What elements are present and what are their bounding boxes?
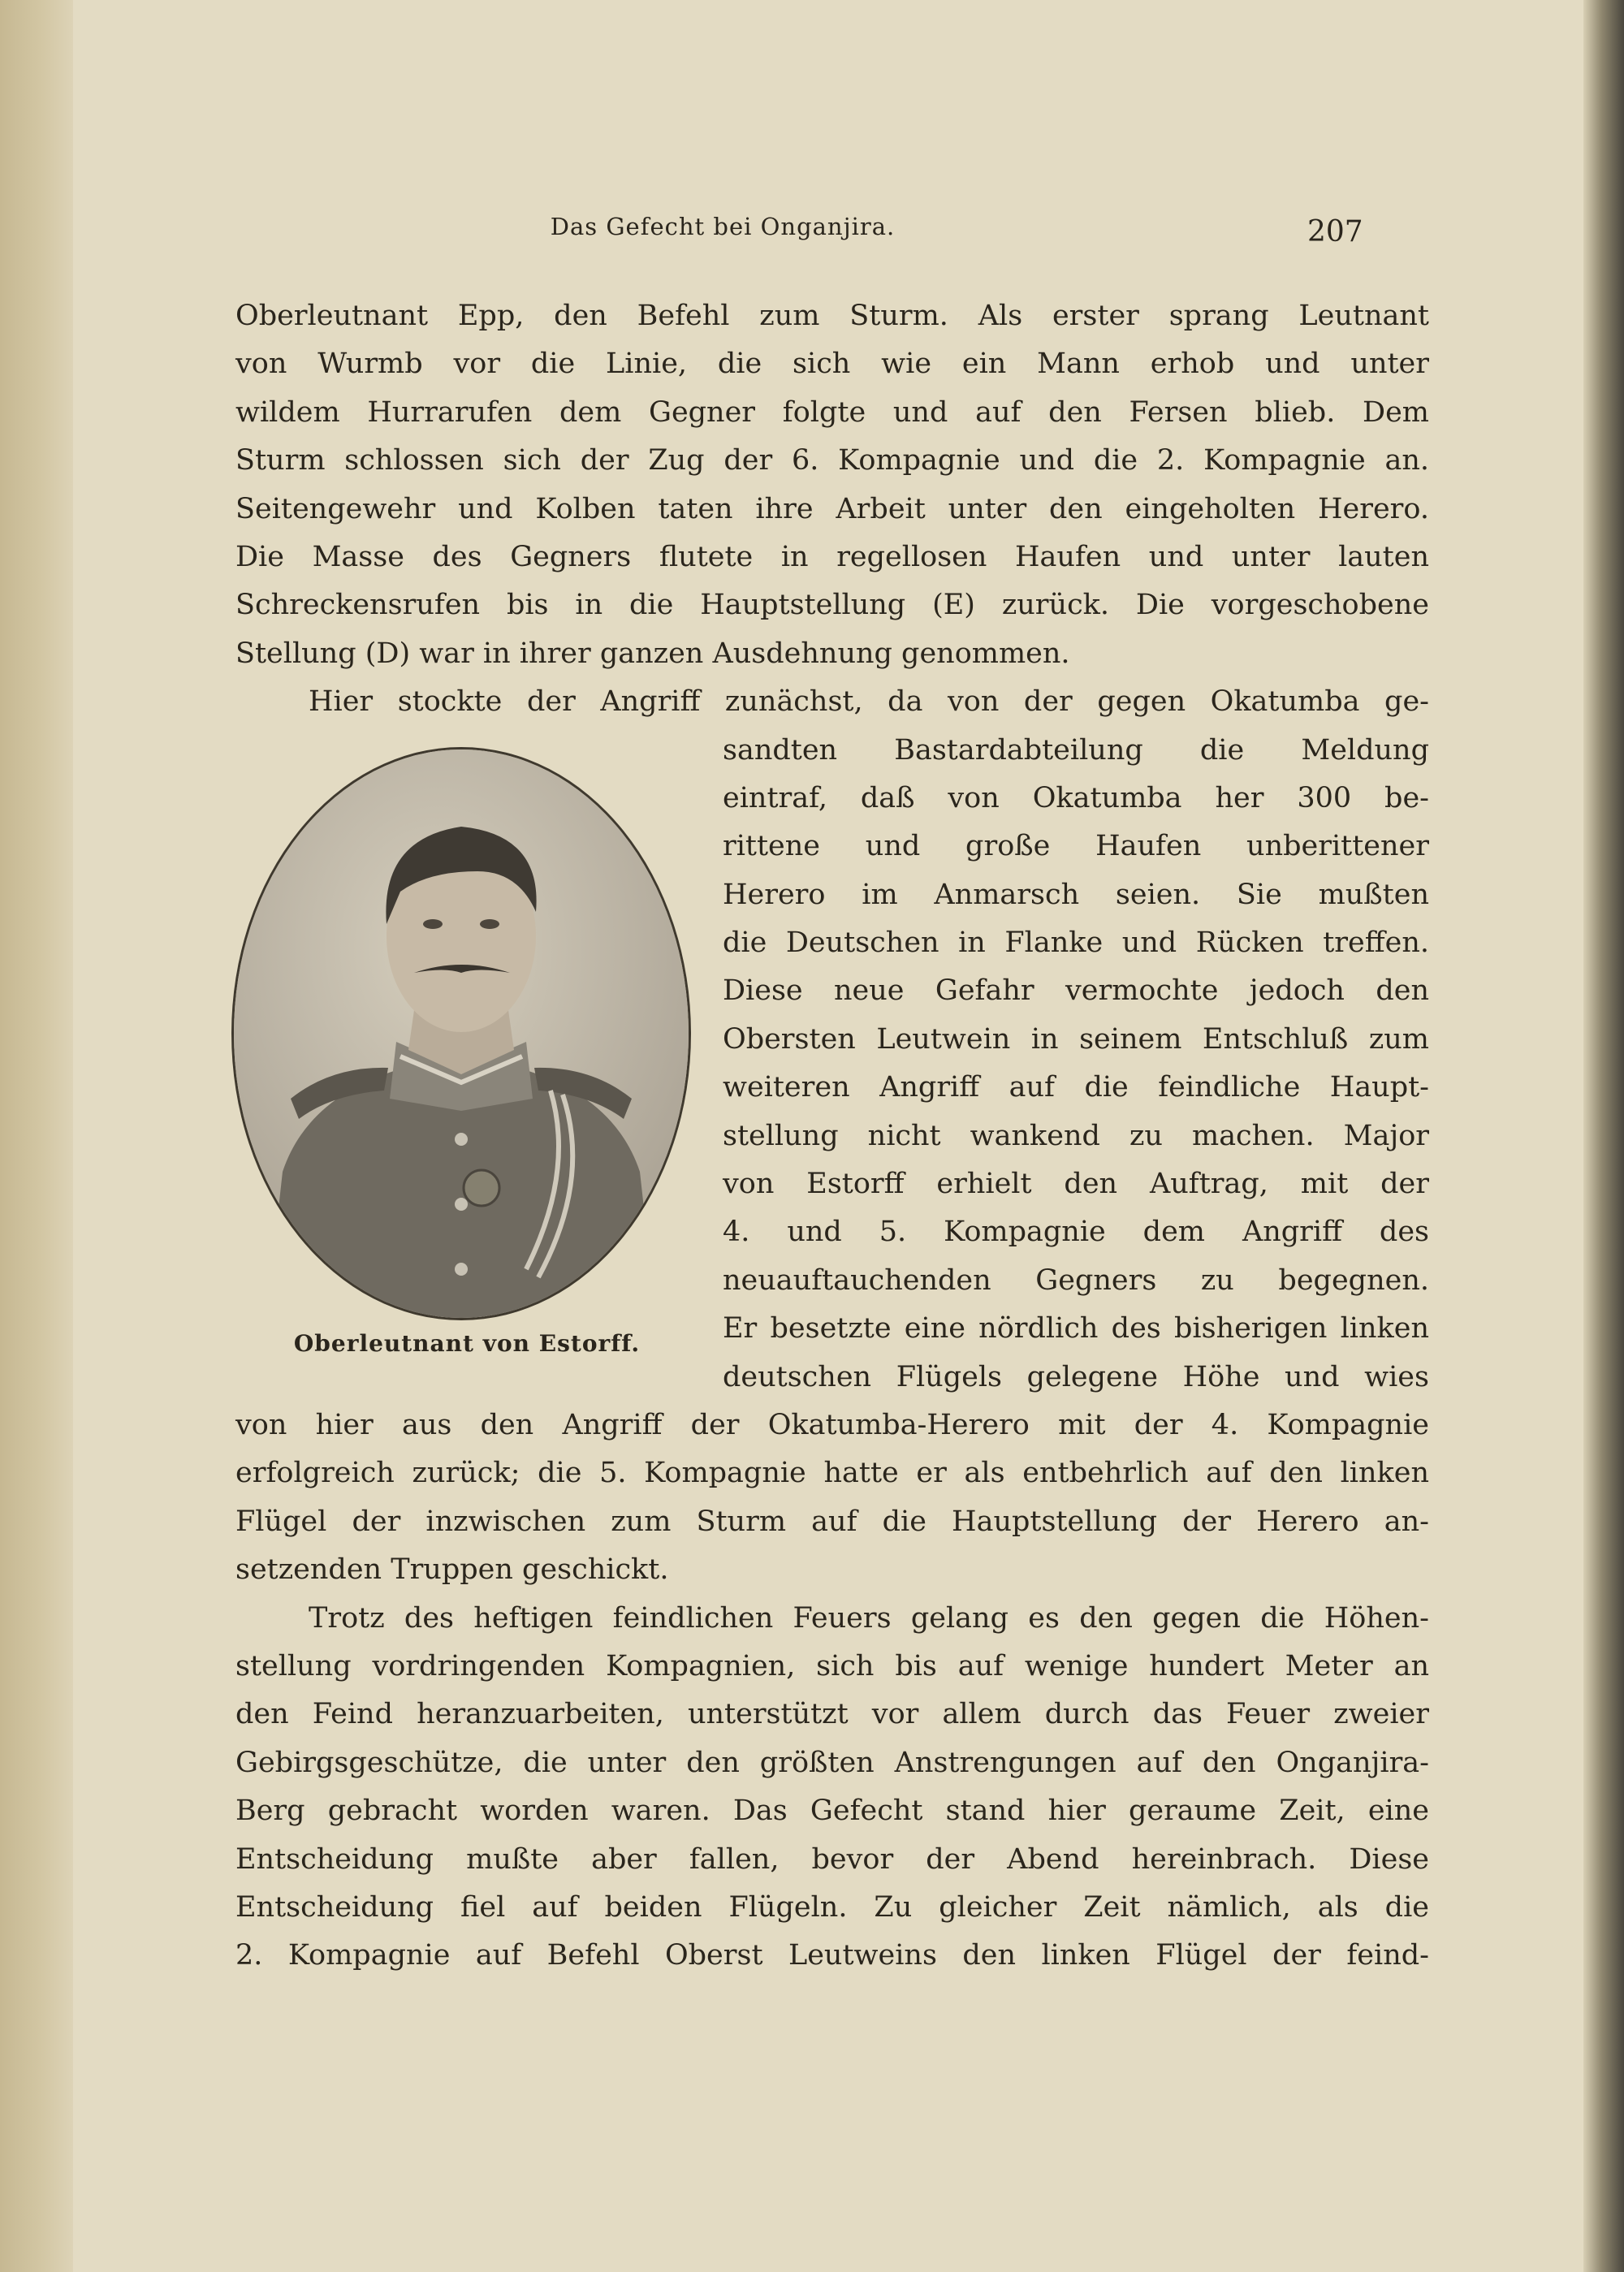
text-line: Schreckensrufen bis in die Hauptstellung (E) zurück. Die vorgeschobene <box>235 589 1429 622</box>
text-line: Entscheidung fiel auf beiden Flügeln. Zu gleicher Zeit nämlich, als die <box>235 1890 1429 1924</box>
text-line: von hier aus den Angriff der Okatumba-Herero mit der 4. Kompagnie <box>235 1408 1429 1441</box>
text-line: Hier stockte der Angriff zunächst, da von der gegen Okatumba ge- <box>309 685 1429 719</box>
page-number: 207 <box>1307 215 1363 248</box>
text-line: Flügel der inzwischen zum Sturm auf die Hauptstellung der Herero an- <box>235 1505 1429 1538</box>
text-line: 2. Kompagnie auf Befehl Oberst Leutweins den linken Flügel der feind- <box>235 1939 1429 1972</box>
text-line: von Wurmb vor die Linie, die sich wie ein Mann erhob und unter <box>235 348 1429 381</box>
body-text <box>235 292 1429 1980</box>
text-line: stellung vordringenden Kompagnien, sich bis auf wenige hundert Meter an <box>235 1649 1429 1682</box>
book-page <box>73 0 1583 2272</box>
text-line: setzenden Truppen geschickt. <box>235 1553 669 1587</box>
text-line: neuauftauchenden Gegners zu begegnen. <box>723 1263 1429 1297</box>
text-line: 4. und 5. Kompagnie dem Angriff des <box>723 1216 1429 1249</box>
text-line: Sturm schlossen sich der Zug der 6. Kompagnie und die 2. Kompagnie an. <box>235 444 1429 477</box>
text-line: die Deutschen in Flanke und Rücken treffen. <box>723 927 1429 960</box>
text-line: erfolgreich zurück; die 5. Kompagnie hatte er als entbehrlich auf den linken <box>235 1457 1429 1490</box>
text-line: Entscheidung mußte aber fallen, bevor der Abend hereinbrach. Diese <box>235 1842 1429 1876</box>
text-line: stellung nicht wankend zu machen. Major <box>723 1119 1429 1152</box>
text-line: deutschen Flügels gelegene Höhe und wies <box>723 1360 1429 1393</box>
text-line: rittene und große Haufen unberittener <box>723 830 1429 863</box>
text-line: wildem Hurrarufen dem Gegner folgte und auf den Fersen blieb. Dem <box>235 395 1429 429</box>
text-line: von Estorff erhielt den Auftrag, mit der <box>723 1168 1429 1201</box>
text-line: Diese neue Gefahr vermochte jedoch den <box>723 974 1429 1008</box>
text-line: Herero im Anmarsch seien. Sie mußten <box>723 878 1429 911</box>
book-gutter <box>0 0 73 2272</box>
book-edge <box>1583 0 1624 2272</box>
text-line: Obersten Leutwein in seinem Entschluß zum <box>723 1022 1429 1056</box>
text-line: Trotz des heftigen feindlichen Feuers gelang es den gegen die Höhen- <box>309 1601 1429 1635</box>
running-head: Das Gefecht bei Onganjira. <box>550 213 896 240</box>
text-line: Er besetzte eine nördlich des bisherigen linken <box>723 1312 1429 1345</box>
text-line: eintraf, daß von Okatumba her 300 be- <box>723 781 1429 814</box>
text-line: Stellung (D) war in ihrer ganzen Ausdehnung genommen. <box>235 637 1070 670</box>
text-line: Die Masse des Gegners flutete in regellosen Haufen und unter lauten <box>235 540 1429 573</box>
text-line: Gebirgsgeschütze, die unter den größten Anstrengungen auf den Onganjira- <box>235 1746 1429 1779</box>
text-line: Berg gebracht worden waren. Das Gefecht stand hier geraume Zeit, eine <box>235 1795 1429 1828</box>
text-line: sandten Bastardabteilung die Meldung <box>723 733 1429 767</box>
text-line: Seitengewehr und Kolben taten ihre Arbeit unter den eingeholten Herero. <box>235 492 1429 525</box>
text-line: den Feind heranzuarbeiten, unterstützt vor allem durch das Feuer zweier <box>235 1698 1429 1731</box>
text-line: weiteren Angriff auf die feindliche Haupt- <box>723 1071 1429 1104</box>
text-line: Oberleutnant Epp, den Befehl zum Sturm. Als erster sprang Leutnant <box>235 300 1429 332</box>
portrait-caption: Oberleutnant von Estorff. <box>293 1330 641 1357</box>
